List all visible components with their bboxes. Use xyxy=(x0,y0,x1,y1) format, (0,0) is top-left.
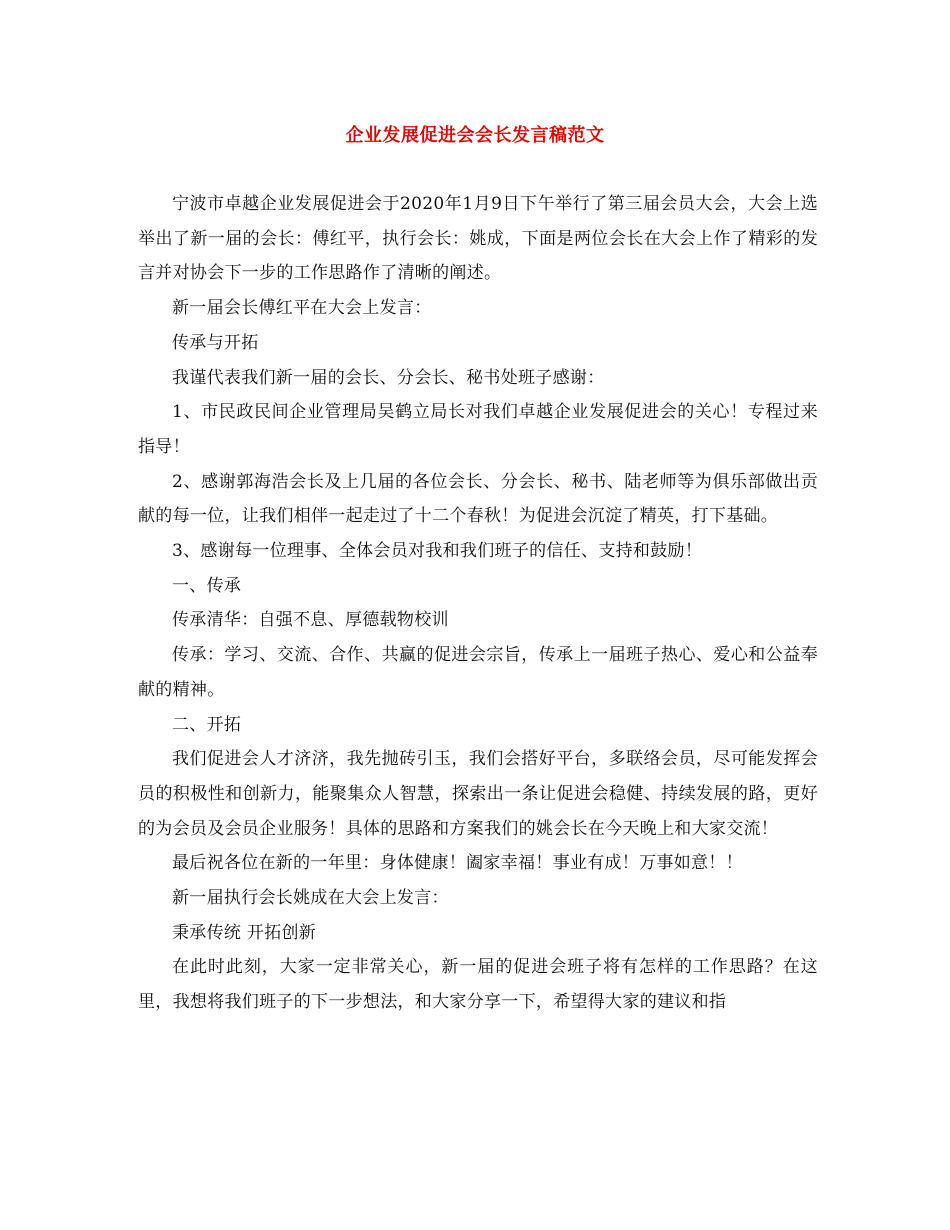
document-title: 企业发展促进会会长发言稿范文 xyxy=(345,125,605,146)
paragraph: 在此时此刻，大家一定非常关心，新一届的促进会班子将有怎样的工作思路？在这里，我想将我们班子的下一步想法，和大家分享一下，希望得大家的建议和指 xyxy=(138,957,818,1013)
paragraph: 新一届执行会长姚成在大会上发言： xyxy=(172,888,449,909)
paragraph: 传承与开拓 xyxy=(172,332,259,353)
paragraph: 最后祝各位在新的一年里：身体健康！阖家幸福！事业有成！万事如意！！ xyxy=(172,853,743,874)
paragraph: 我谨代表我们新一届的会长、分会长、秘书处班子感谢： xyxy=(172,367,605,388)
document-body xyxy=(138,187,818,1020)
paragraph: 我们促进会人才济济，我先抛砖引玉，我们会搭好平台，多联络会员，尽可能发挥会员的积极性和创新力，能聚集众人智慧，探索出一条让促进会稳健、持续发展的路，更好的为会员及会员企业服务！具体的思路和方案我们的姚会长在今天晚上和大家交流！ xyxy=(138,749,818,839)
paragraph: 3、感谢每一位理事、全体会员对我和我们班子的信任、支持和鼓励！ xyxy=(172,541,703,562)
paragraph: 传承清华：自强不息、厚德载物校训 xyxy=(172,610,449,631)
paragraph: 宁波市卓越企业发展促进会于2020年1月9日下午举行了第三届会员大会，大会上选举出了新一届的会长：傅红平，执行会长：姚成，下面是两位会长在大会上作了精彩的发言并对协会下一步的工作思路作了清晰的阐述。 xyxy=(138,194,818,284)
paragraph: 新一届会长傅红平在大会上发言： xyxy=(172,298,432,319)
paragraph: 二、开拓 xyxy=(172,714,242,735)
paragraph: 秉承传统 开拓创新 xyxy=(172,922,317,943)
paragraph: 2、感谢郭海浩会长及上几届的各位会长、分会长、秘书、陆老师等为俱乐部做出贡献的每一位，让我们相伴一起走过了十二个春秋！为促进会沉淀了精英，打下基础。 xyxy=(138,471,818,527)
paragraph: 一、传承 xyxy=(172,575,242,596)
paragraph: 1、市民政民间企业管理局吴鹤立局长对我们卓越企业发展促进会的关心！专程过来指导！ xyxy=(138,402,818,457)
paragraph: 传承：学习、交流、合作、共赢的促进会宗旨，传承上一届班子热心、爱心和公益奉献的精神。 xyxy=(138,645,818,700)
